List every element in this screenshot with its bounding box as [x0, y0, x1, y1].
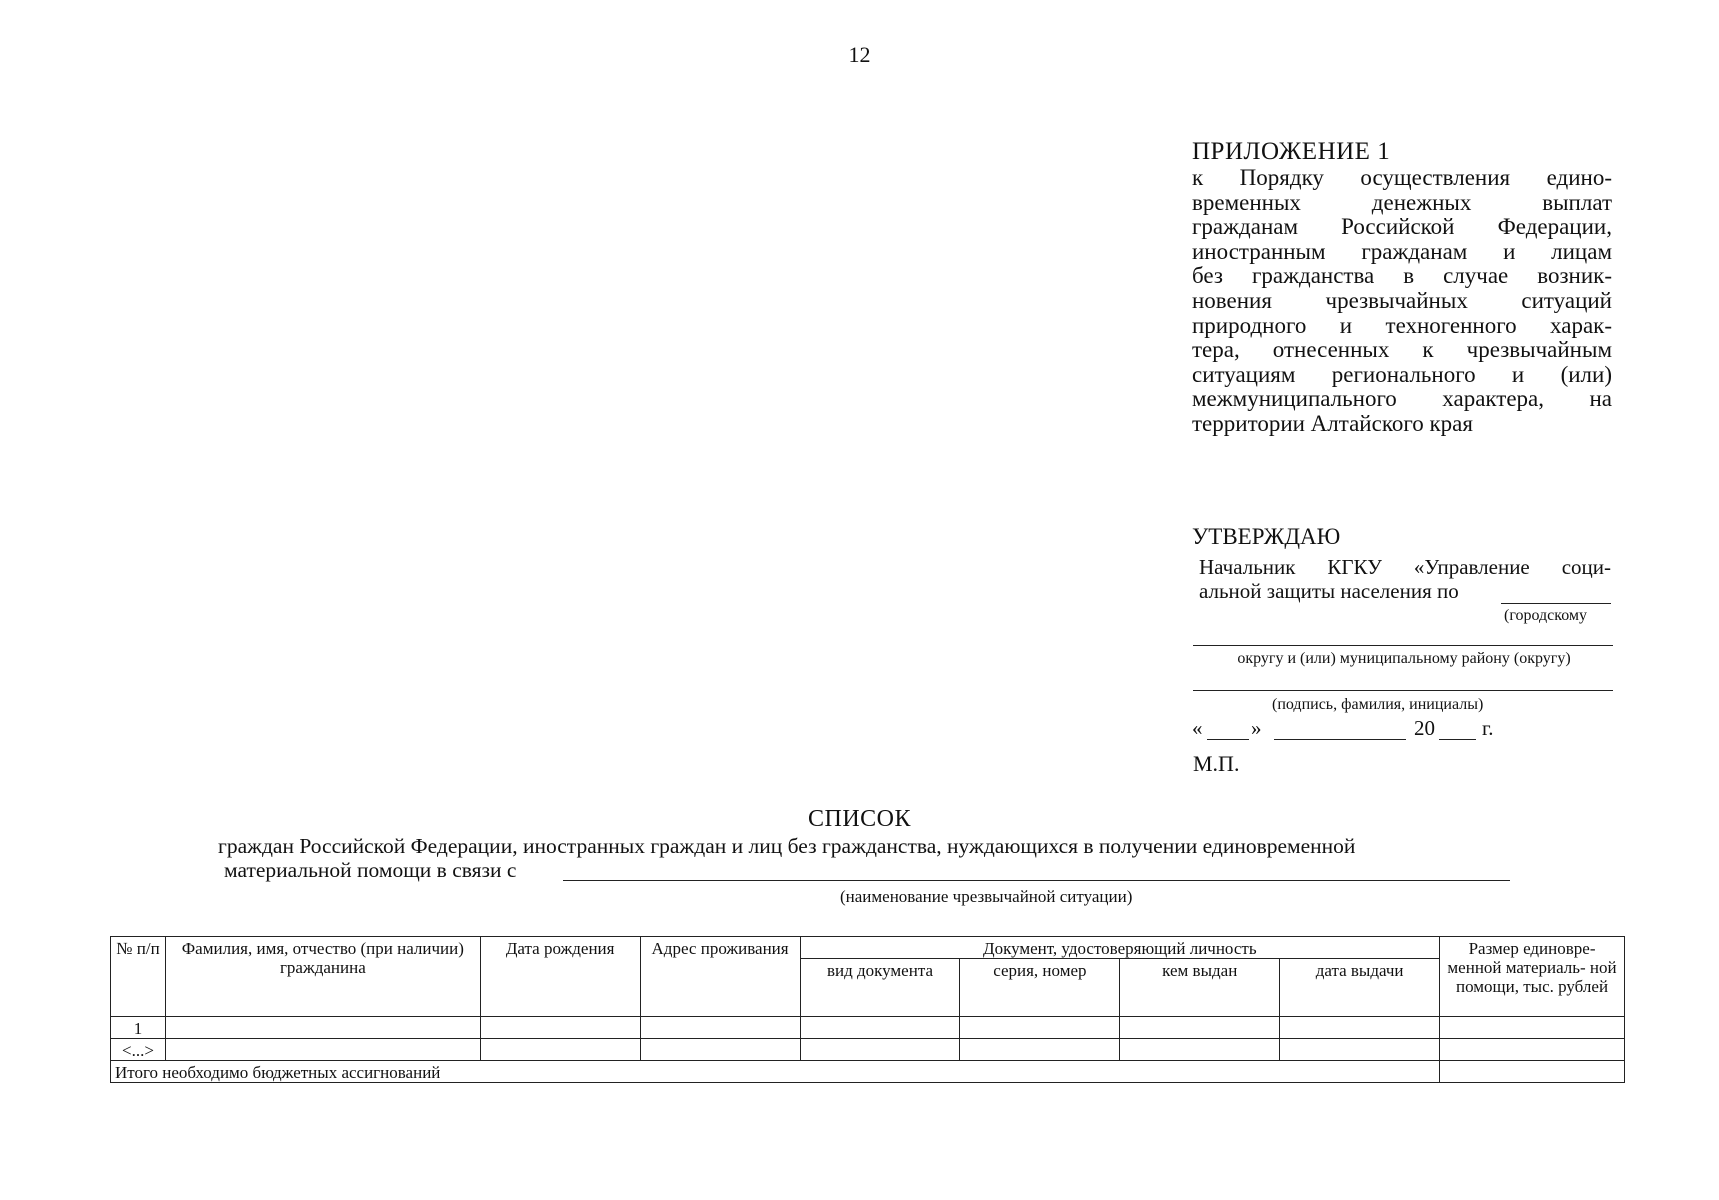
appendix-title: ПРИЛОЖЕНИЕ 1 [1192, 138, 1391, 165]
header-full-name: Фамилия, имя, отчество (при наличии) гражданина [165, 937, 480, 1017]
approval-line-2: альной защиты населения по [1199, 579, 1459, 603]
table-row [111, 1017, 1625, 1039]
date-open-quote: « [1192, 716, 1203, 740]
row-number: 1 [111, 1017, 166, 1039]
header-number: № п/п [111, 937, 166, 1017]
cell-doc-type[interactable] [800, 1017, 960, 1039]
row-number: <...> [111, 1039, 166, 1061]
cell-amount[interactable] [1440, 1039, 1625, 1061]
cell-doc-series[interactable] [960, 1017, 1120, 1039]
appendix-line: к Порядку осуществления едино- [1192, 165, 1612, 190]
cell-doc-series[interactable] [960, 1039, 1120, 1061]
field-line-district-2[interactable] [1193, 645, 1613, 646]
appendix-line: иностранным гражданам и лицам [1192, 238, 1612, 264]
cell-birth-date[interactable] [480, 1017, 640, 1039]
citizens-table [110, 936, 1625, 1083]
header-doc-issue-date: дата выдачи [1280, 959, 1440, 1017]
cell-address[interactable] [640, 1017, 800, 1039]
date-year-prefix: 20 [1414, 716, 1435, 740]
caption-situation: (наименование чрезвычайной ситуации) [840, 887, 1133, 906]
emergency-name-field[interactable] [563, 880, 1510, 881]
appendix-line: без гражданства в случае возник- [1192, 263, 1612, 289]
cell-full-name[interactable] [165, 1017, 480, 1039]
total-row [111, 1061, 1625, 1083]
caption-signature: (подпись, фамилия, инициалы) [1272, 696, 1484, 713]
appendix-line: ситуациям регионального и (или) [1192, 361, 1612, 387]
header-doc-issuer: кем выдан [1120, 959, 1280, 1017]
cell-address[interactable] [640, 1039, 800, 1061]
stamp-placeholder: М.П. [1193, 751, 1240, 776]
page-number: 12 [848, 42, 871, 67]
appendix-line: гражданам Российской Федерации, [1192, 214, 1612, 240]
date-year-field[interactable] [1439, 739, 1476, 740]
header-doc-series: серия, номер [960, 959, 1120, 1017]
total-label: Итого необходимо бюджетных ассигнований [111, 1061, 1440, 1083]
cell-total-amount[interactable] [1440, 1061, 1625, 1083]
date-close-quote: » [1251, 716, 1262, 740]
appendix-line: межмуниципального характера, на [1192, 386, 1612, 412]
list-title: СПИСОК [807, 806, 912, 832]
header-birth-date: Дата рождения [480, 937, 640, 1017]
caption-city: (городскому [1504, 607, 1588, 624]
appendix-line: территории Алтайского края [1192, 410, 1473, 436]
cell-doc-type[interactable] [800, 1039, 960, 1061]
cell-doc-issue-date[interactable] [1280, 1017, 1440, 1039]
cell-doc-issuer[interactable] [1120, 1017, 1280, 1039]
field-line-signature[interactable] [1193, 690, 1613, 691]
header-identity-document: Документ, удостоверяющий личность [800, 937, 1440, 959]
cell-birth-date[interactable] [480, 1039, 640, 1061]
cell-amount[interactable] [1440, 1017, 1625, 1039]
appendix-block [1192, 138, 1612, 437]
caption-district: округу и (или) муниципальному району (округу) [1237, 650, 1571, 667]
approval-block [1192, 524, 1614, 550]
date-day-field[interactable] [1207, 739, 1249, 740]
cell-doc-issue-date[interactable] [1280, 1039, 1440, 1061]
cell-doc-issuer[interactable] [1120, 1039, 1280, 1061]
date-month-field[interactable] [1274, 739, 1406, 740]
approval-heading: УТВЕРЖДАЮ [1192, 524, 1341, 549]
header-doc-type: вид документа [800, 959, 960, 1017]
field-line-district[interactable] [1501, 603, 1611, 604]
approval-line-1: Начальник КГКУ «Управление соци- [1199, 555, 1611, 579]
appendix-line: временных денежных выплат [1192, 189, 1612, 215]
list-subtitle-line-1: граждан Российской Федерации, иностранных граждан и лиц без гражданства, нуждающихся в получении единовременной [218, 834, 1356, 858]
header-address: Адрес проживания [640, 937, 800, 1017]
appendix-text [1192, 166, 1612, 437]
date-year-suffix: г. [1482, 716, 1494, 740]
list-subtitle-line-2: материальной помощи в связи с [224, 858, 517, 882]
table-row [111, 1039, 1625, 1061]
header-amount: Размер единовре- менной материаль- ной помощи, тыс. рублей [1440, 937, 1625, 1017]
appendix-line: тера, отнесенных к чрезвычайным [1192, 337, 1612, 363]
cell-full-name[interactable] [165, 1039, 480, 1061]
appendix-line: новения чрезвычайных ситуаций [1192, 287, 1612, 313]
appendix-line: природного и техногенного харак- [1192, 312, 1612, 338]
